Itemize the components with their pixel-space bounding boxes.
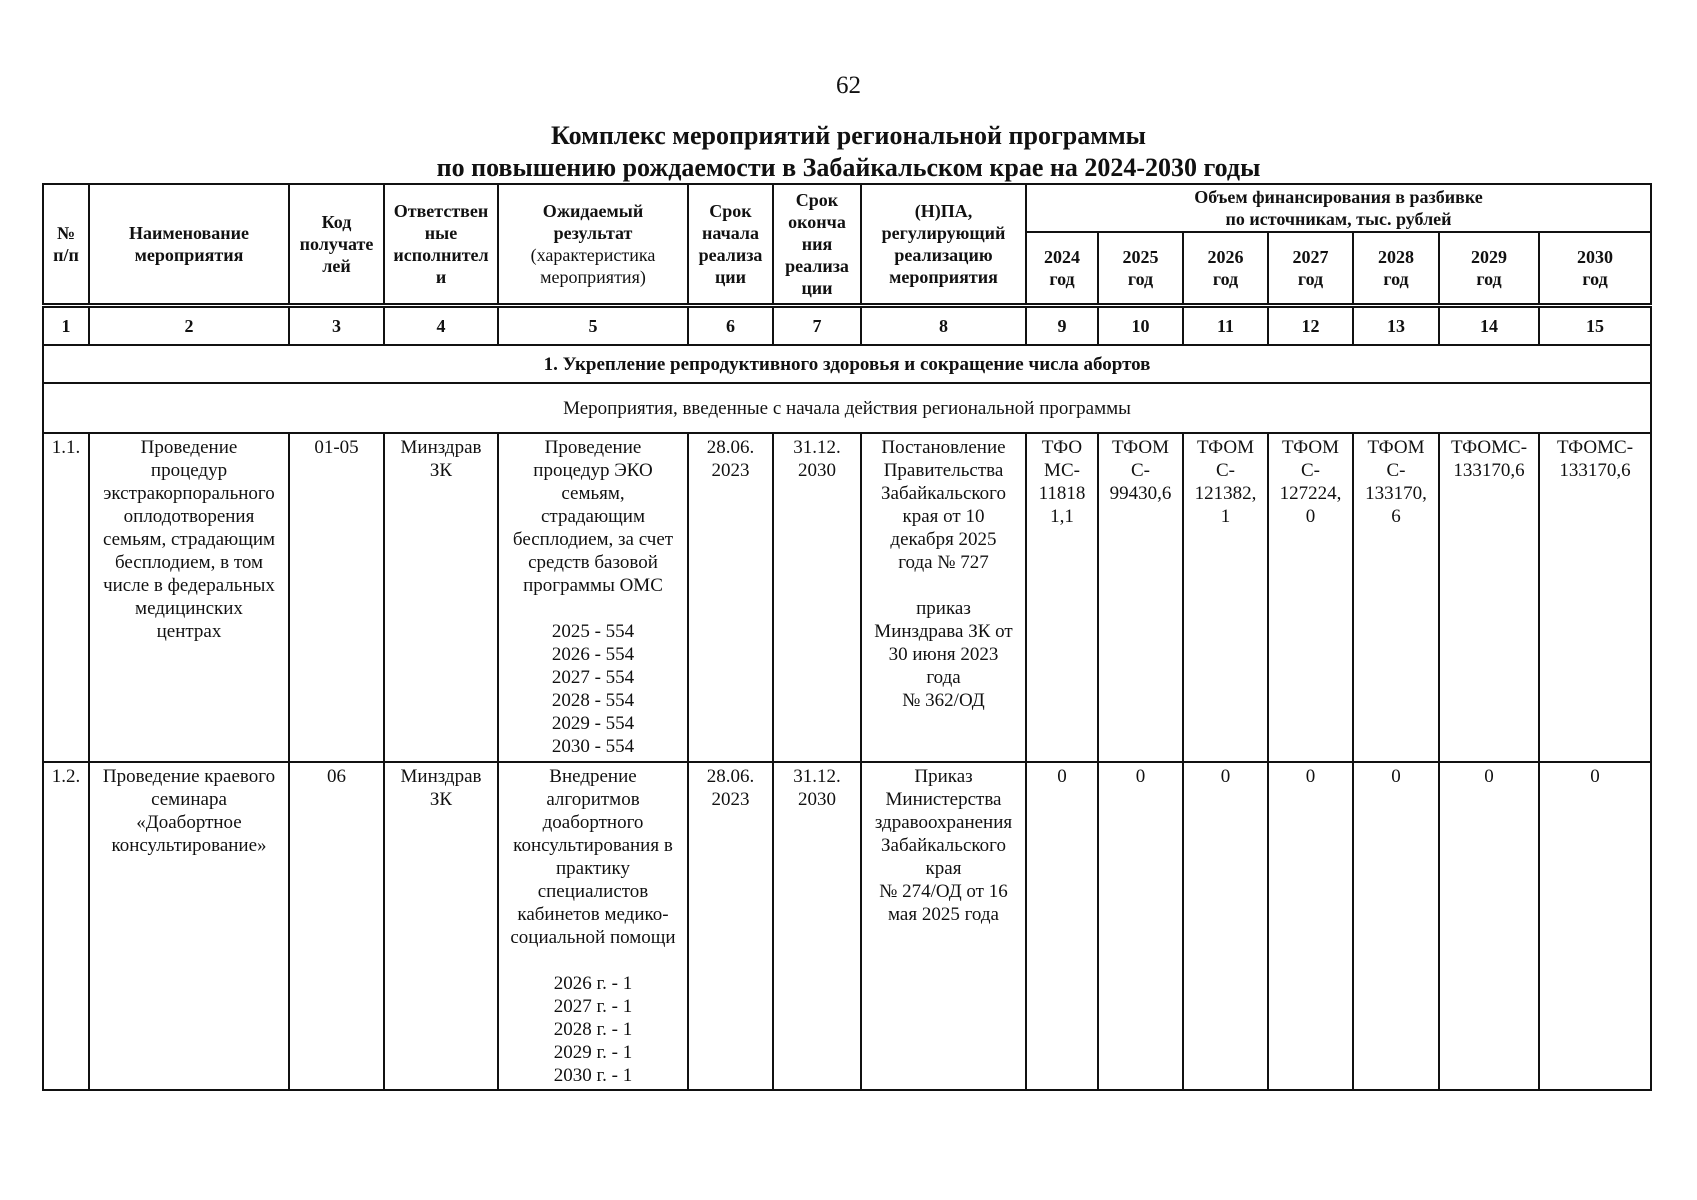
row-finance-cell: ТФОМ С- 121382, 1 [1183, 433, 1268, 762]
column-numbers-row [43, 306, 1651, 346]
col-header-year: 2027 год [1268, 232, 1353, 306]
row-finance-cell: 0 [1439, 762, 1539, 1090]
row-expected-result: Проведение процедур ЭКО семьям, страдающим бесплодием, за счет средств базовой программы ОМС 2025 - 554 2026 - 554 2027 - 554 2028 - 554 2029 - 554 2030 - 554 [498, 433, 688, 762]
row-start-date: 28.06. 2023 [688, 762, 773, 1090]
row-measure-name: Проведение процедур экстракорпорального оплодотворения семьям, страдающим бесплодием, в том числе в федеральных медицинских центрах [89, 433, 289, 762]
row-finance-cell: ТФОМ С- 99430,6 [1098, 433, 1183, 762]
row-finance-cell: 0 [1353, 762, 1439, 1090]
col-header-result-title: Ожидаемый результат [542, 201, 644, 243]
col-header-year: 2028 год [1353, 232, 1439, 306]
row-finance-cell: ТФОМС- 133170,6 [1539, 433, 1651, 762]
column-number: 6 [688, 306, 773, 346]
column-number: 4 [384, 306, 498, 346]
col-header-year: 2029 год [1439, 232, 1539, 306]
row-legal-act: Постановление Правительства Забайкальского края от 10 декабря 2025 года № 727 приказ Минздрава ЗК от 30 июня 2023 года № 362/ОД [861, 433, 1026, 762]
row-end-date: 31.12. 2030 [773, 433, 861, 762]
column-number: 15 [1539, 306, 1651, 346]
row-finance-cell: 0 [1098, 762, 1183, 1090]
col-header-year: 2030 год [1539, 232, 1651, 306]
row-expected-result: Внедрение алгоритмов доабортного консультирования в практику специалистов кабинетов медико- социальной помощи 2026 г. - 1 2027 г. - 1 2028 г. - 1 2029 г. - 1 2030 г. - 1 [498, 762, 688, 1090]
row-end-date: 31.12. 2030 [773, 762, 861, 1090]
title-line-2: по повышению рождаемости в Забайкальском крае на 2024-2030 годы [436, 153, 1261, 182]
row-finance-cell: ТФОМС- 133170,6 [1439, 433, 1539, 762]
table-row [43, 762, 1651, 1090]
subsection-title: Мероприятия, введенные с начала действия региональной программы [43, 383, 1651, 433]
document-title [0, 120, 1697, 184]
row-finance-cell: 0 [1268, 762, 1353, 1090]
row-finance-cell: 0 [1183, 762, 1268, 1090]
column-number: 13 [1353, 306, 1439, 346]
column-number: 3 [289, 306, 384, 346]
column-number: 10 [1098, 306, 1183, 346]
subsection-row [43, 383, 1651, 433]
col-header-start: Срок начала реализа ции [688, 184, 773, 306]
row-legal-act: Приказ Министерства здравоохранения Забайкальского края № 274/ОД от 16 мая 2025 года [861, 762, 1026, 1090]
col-header-npa: (Н)ПА, регулирующий реализацию мероприятия [861, 184, 1026, 306]
row-finance-cell: ТФО МС- 11818 1,1 [1026, 433, 1098, 762]
col-header-name: Наименование мероприятия [89, 184, 289, 306]
title-line-1: Комплекс мероприятий региональной программы [551, 121, 1146, 150]
col-header-year: 2025 год [1098, 232, 1183, 306]
measures-table [42, 183, 1652, 1091]
row-finance-cell: 0 [1539, 762, 1651, 1090]
row-number: 1.2. [43, 762, 89, 1090]
row-finance-cell: ТФОМ С- 127224, 0 [1268, 433, 1353, 762]
col-header-num: № п/п [43, 184, 89, 306]
col-header-responsible: Ответствен ные исполнител и [384, 184, 498, 306]
page-number: 62 [836, 72, 861, 99]
row-number: 1.1. [43, 433, 89, 762]
row-start-date: 28.06. 2023 [688, 433, 773, 762]
table-row [43, 433, 1651, 762]
column-number: 5 [498, 306, 688, 346]
col-header-year: 2026 год [1183, 232, 1268, 306]
row-finance-cell: ТФОМ С- 133170, 6 [1353, 433, 1439, 762]
col-header-code: Код получате лей [289, 184, 384, 306]
col-header-result-note: (характеристика мероприятия) [530, 245, 656, 287]
column-number: 2 [89, 306, 289, 346]
col-header-end: Срок оконча ния реализа ции [773, 184, 861, 306]
column-number: 11 [1183, 306, 1268, 346]
row-recipient-code: 01-05 [289, 433, 384, 762]
row-recipient-code: 06 [289, 762, 384, 1090]
row-measure-name: Проведение краевого семинара «Доабортное консультирование» [89, 762, 289, 1090]
column-number: 7 [773, 306, 861, 346]
column-number: 9 [1026, 306, 1098, 346]
row-finance-cell: 0 [1026, 762, 1098, 1090]
section-title: 1. Укрепление репродуктивного здоровья и сокращение числа абортов [43, 345, 1651, 383]
column-number: 14 [1439, 306, 1539, 346]
section-row [43, 345, 1651, 383]
col-header-financing: Объем финансирования в разбивке по источникам, тыс. рублей [1026, 184, 1651, 232]
column-number: 1 [43, 306, 89, 346]
col-header-result [498, 184, 688, 306]
row-responsible: Минздрав ЗК [384, 433, 498, 762]
col-header-year: 2024 год [1026, 232, 1098, 306]
column-number: 8 [861, 306, 1026, 346]
row-responsible: Минздрав ЗК [384, 762, 498, 1090]
header-row-1 [43, 184, 1651, 232]
column-number: 12 [1268, 306, 1353, 346]
